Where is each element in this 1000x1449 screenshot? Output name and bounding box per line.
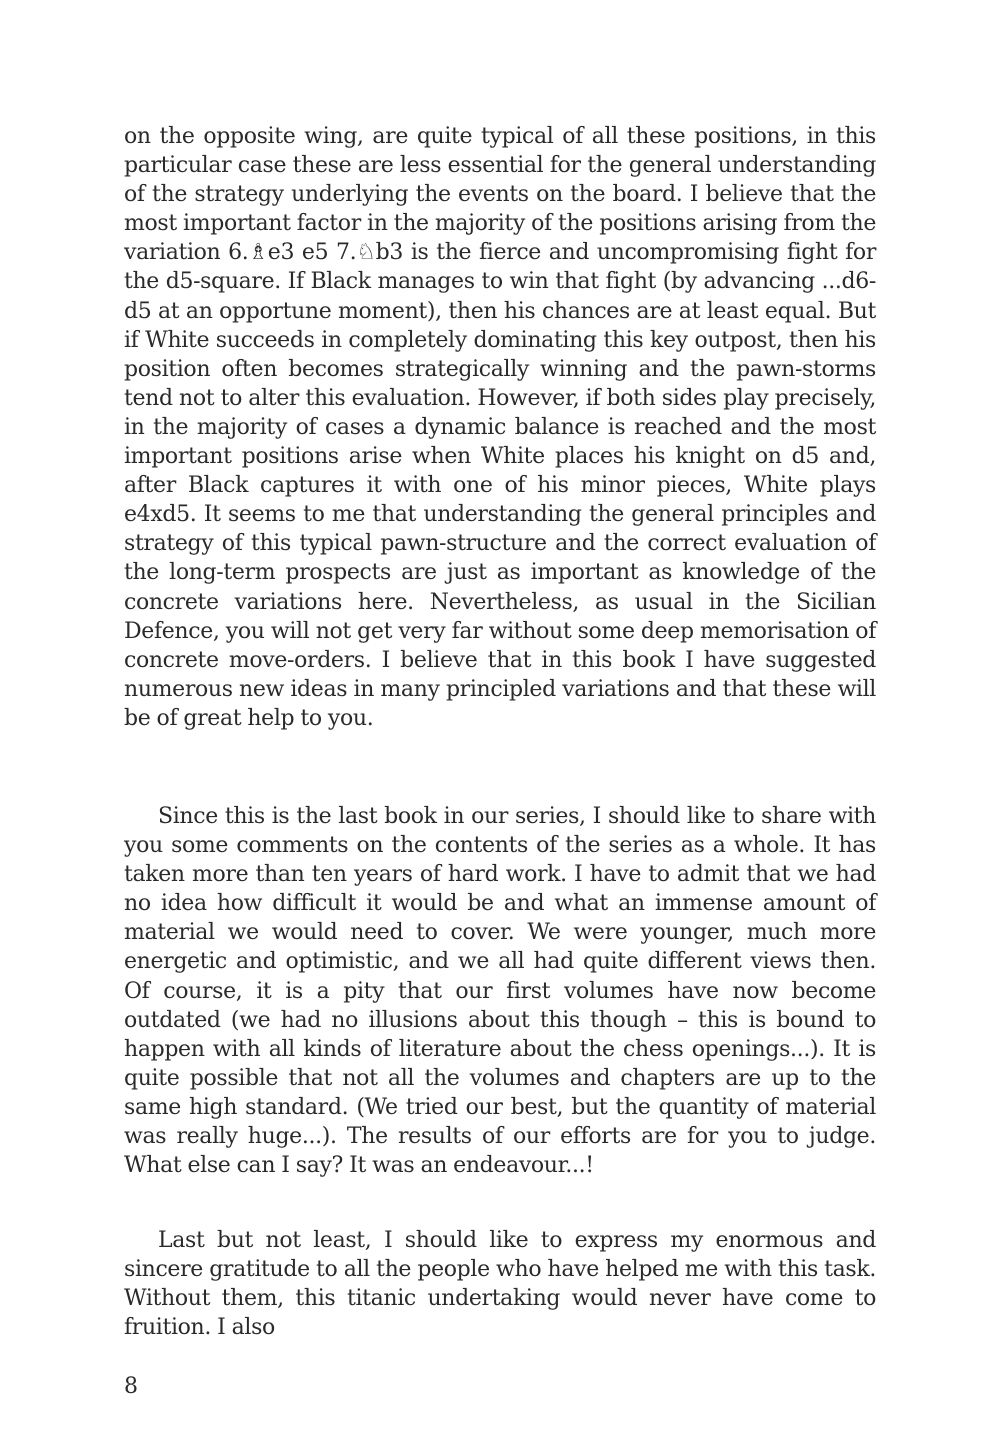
page-number: 8 bbox=[124, 1374, 138, 1399]
paragraph-3: Last but not least, I should like to express my enormous and sincere gratitude to all the people who have helped me with this task. Without them, this titanic undertaking would never have come to fruition. I also bbox=[124, 1228, 876, 1341]
paragraph-2: Since this is the last book in our series, I should like to share with you some comments on the contents of the series as a whole. It has taken more than ten years of hard work. I have to admit that we had no idea how difficult it would be and what an immense amount of material we would need to cover. We were younger, much more energetic and optimistic, and we all had quite different views then. Of course, it is a pity that our first volumes have now become outdated (we had no illusions about this though – this is bound to happen with all kinds of literature about the chess openings...). It is quite possible that not all the volumes and chapters are up to the same high standard. (We tried our best, but the quantity of material was really huge...). The results of our efforts are for you to judge. What else can I say? It was an endeavour...! bbox=[124, 804, 876, 1179]
page-body bbox=[124, 122, 876, 1341]
paragraph-1: on the opposite wing, are quite typical of all these positions, in this particular case these are less essential for the general understanding of the strategy underlying the events on the board. I believe that the most important factor in the majority of the positions arising from the variation 6.♗e3 e5 7.♘b3 is the fierce and uncompromising fight for the d5-square. If Black manages to win that fight (by advancing ...d6-d5 at an opportune moment), then his chances are at least equal. But if White succeeds in completely dominating this key outpost, then his position often becomes strategically winning and the pawn-storms tend not to alter this evaluation. However, if both sides play precisely, in the majority of cases a dynamic balance is reached and the most important positions arise when White places his knight on d5 and, after Black captures it with one of his minor pieces, White plays e4xd5. It seems to me that understanding the general principles and strategy of this typical pawn-structure and the correct evaluation of the long-term prospects are just as important as knowledge of the concrete variations here. Nevertheless, as usual in the Sicilian Defence, you will not get very far without some deep memorisation of concrete move-orders. I believe that in this book I have suggested numerous new ideas in many principled variations and that these will be of great help to you. bbox=[124, 124, 876, 731]
